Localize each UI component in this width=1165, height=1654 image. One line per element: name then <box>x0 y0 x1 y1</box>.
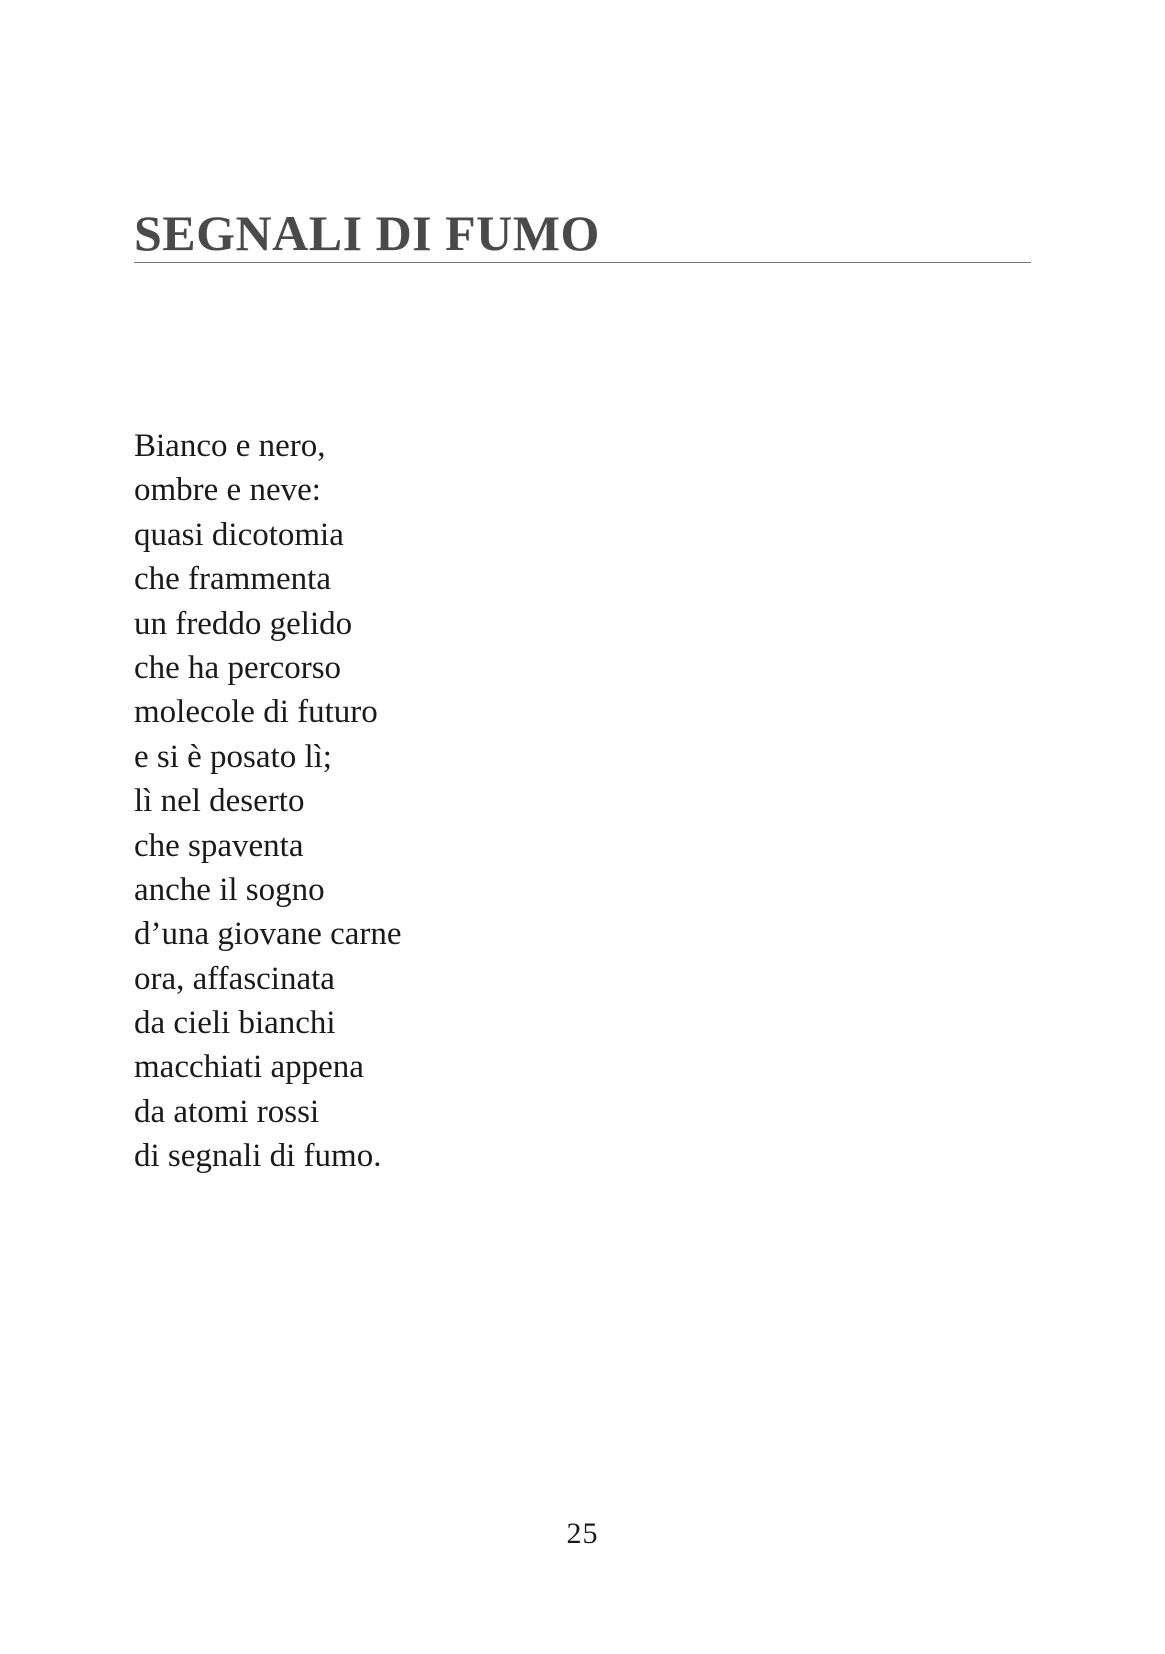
poem-line: da cieli bianchi <box>134 1005 336 1042</box>
poem-line: quasi dicotomia <box>134 516 344 553</box>
poem-line: un freddo gelido <box>134 605 353 642</box>
poem-line: Bianco e nero, <box>134 428 326 464</box>
poem-line: macchiati appena <box>134 1049 364 1086</box>
poem-line: ora, affascinata <box>134 960 335 997</box>
title-underline <box>134 262 1031 263</box>
poem-line: che spaventa <box>134 827 304 864</box>
poem-line: e si è posato lì; <box>134 738 332 775</box>
poem-line: che frammenta <box>134 561 331 598</box>
poem-line: da atomi rossi <box>134 1093 320 1130</box>
title-block <box>134 205 1031 261</box>
page-number: 25 <box>566 1517 599 1550</box>
poem-line: d’una giovane carne <box>134 916 402 953</box>
poem-line: ombre e neve: <box>134 472 321 509</box>
poem-line: lì nel deserto <box>134 783 305 820</box>
poem-line: di segnali di fumo. <box>134 1138 382 1175</box>
poem-line: molecole di futuro <box>134 694 378 731</box>
poem-body <box>134 424 402 1179</box>
poem-line: che ha percorso <box>134 649 342 686</box>
poem-title: SEGNALI DI FUMO <box>134 205 600 261</box>
poem-line: anche il sogno <box>134 871 325 908</box>
